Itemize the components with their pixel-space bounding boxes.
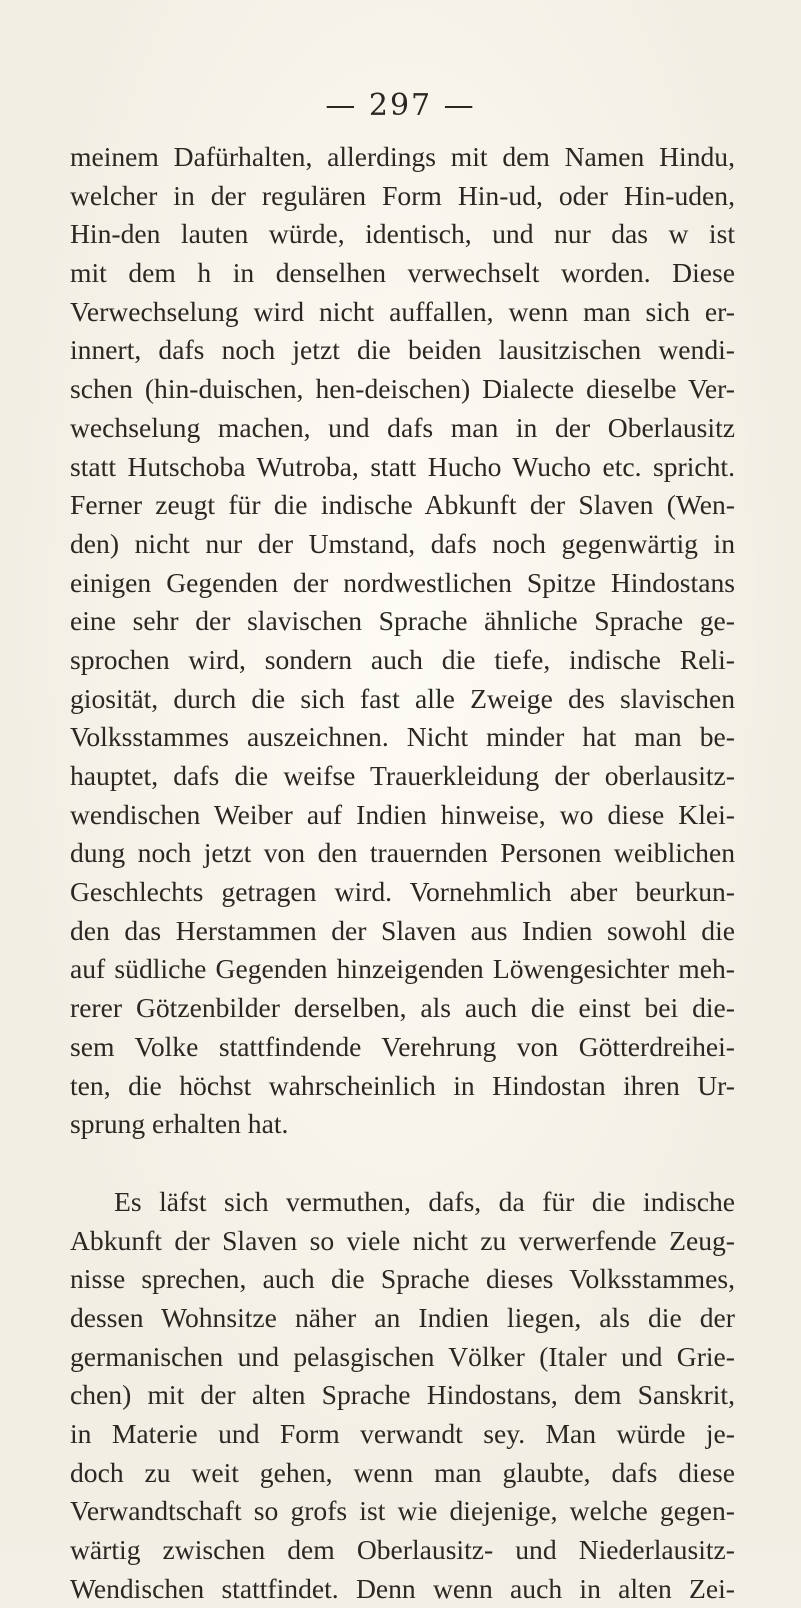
text-line: Abkunft der Slaven so viele nicht zu verwerfende Zeug- [70,1224,735,1256]
text-line: wärtig zwischen dem Oberlausitz- und Niederlausitz- [70,1534,735,1566]
text-line: Wendischen stattfindet. Denn wenn auch in alten Zei- [70,1572,735,1604]
text-line: hauptet, dafs die weifse Trauerkleidung der oberlausitz- [70,760,735,791]
text-line: Verwandtschaft so grofs ist wie diejenige, welche gegen- [70,1495,735,1527]
text-line: ten, die höchst wahrscheinlich in Hindostan ihren Ur- [70,1069,735,1101]
text-line: meinem Dafürhalten, allerdings mit dem Namen Hindu, [70,141,735,172]
text-line: chen) mit der alten Sprache Hindostans, dem Sanskrit, [70,1379,735,1411]
text-line: in Materie und Form verwandt sey. Man würde je- [70,1418,735,1449]
text-line: schen (hin-duischen, hen-deischen) Dialecte dieselbe Ver- [70,373,735,405]
text-line: doch zu weit gehen, wenn man glaubte, dafs diese [70,1456,735,1488]
text-line: eine sehr der slavischen Sprache ähnliche Sprache ge- [70,605,735,637]
text-line: innert, dafs noch jetzt die beiden lausitzischen wendi- [70,334,735,366]
text-line: wechselung machen, und dafs man in der Oberlausitz [70,411,735,443]
text-line: Es läfst sich vermuthen, dafs, da für die indische [114,1185,735,1217]
text-line: germanischen und pelasgischen Völker (Italer und Grie- [70,1340,735,1372]
text-line: den das Herstammen der Slaven aus Indien sowohl die [70,914,735,946]
paragraph-1 [70,138,735,1144]
paragraph-gap [70,1144,735,1183]
text-line: sprung erhalten hat. [70,1108,289,1140]
text-line: rerer Götzenbilder derselben, als auch die einst bei die- [70,992,735,1024]
text-line: sem Volke stattfindende Verehrung von Götterdreihei- [70,1030,735,1062]
text-line: nisse sprechen, auch die Sprache dieses Volksstammes, [70,1263,735,1295]
text-line: den) nicht nur der Umstand, dafs noch gegenwärtig in [70,527,735,559]
text-line: mit dem h in denselhen verwechselt worden. Diese [70,257,735,289]
text-line: Verwechselung wird nicht auffallen, wenn man sich er- [70,295,735,327]
text-line: statt Hutschoba Wutroba, statt Hucho Wucho etc. spricht. [70,450,735,482]
text-line: dung noch jetzt von den trauernden Personen weiblichen [70,837,735,869]
text-line: Volksstammes auszeichnen. Nicht minder hat man be- [70,721,735,753]
text-line: welcher in der regulären Form Hin-ud, oder Hin-uden, [70,179,735,211]
text-line: Hin-den lauten würde, identisch, und nur das w ist [70,218,735,250]
text-line: Ferner zeugt für die indische Abkunft der Slaven (Wen- [70,489,735,521]
page-number: — 297 — [325,88,476,123]
text-line: Geschlechts getragen wird. Vornehmlich aber beurkun- [70,876,735,908]
text-line: dessen Wohnsitze näher an Indien liegen, als die der [70,1301,735,1333]
paragraph-2 [70,1183,735,1608]
text-line: einigen Gegenden der nordwestlichen Spitze Hindostans [70,566,735,598]
text-line: auf südliche Gegenden hinzeigenden Löwengesichter meh- [70,953,735,985]
body-text [70,138,735,1608]
text-line: sprochen wird, sondern auch die tiefe, indische Reli- [70,643,735,675]
text-line: giosität, durch die sich fast alle Zweige des slavischen [70,682,735,714]
text-line: wendischen Weiber auf Indien hinweise, wo diese Klei- [70,798,735,830]
